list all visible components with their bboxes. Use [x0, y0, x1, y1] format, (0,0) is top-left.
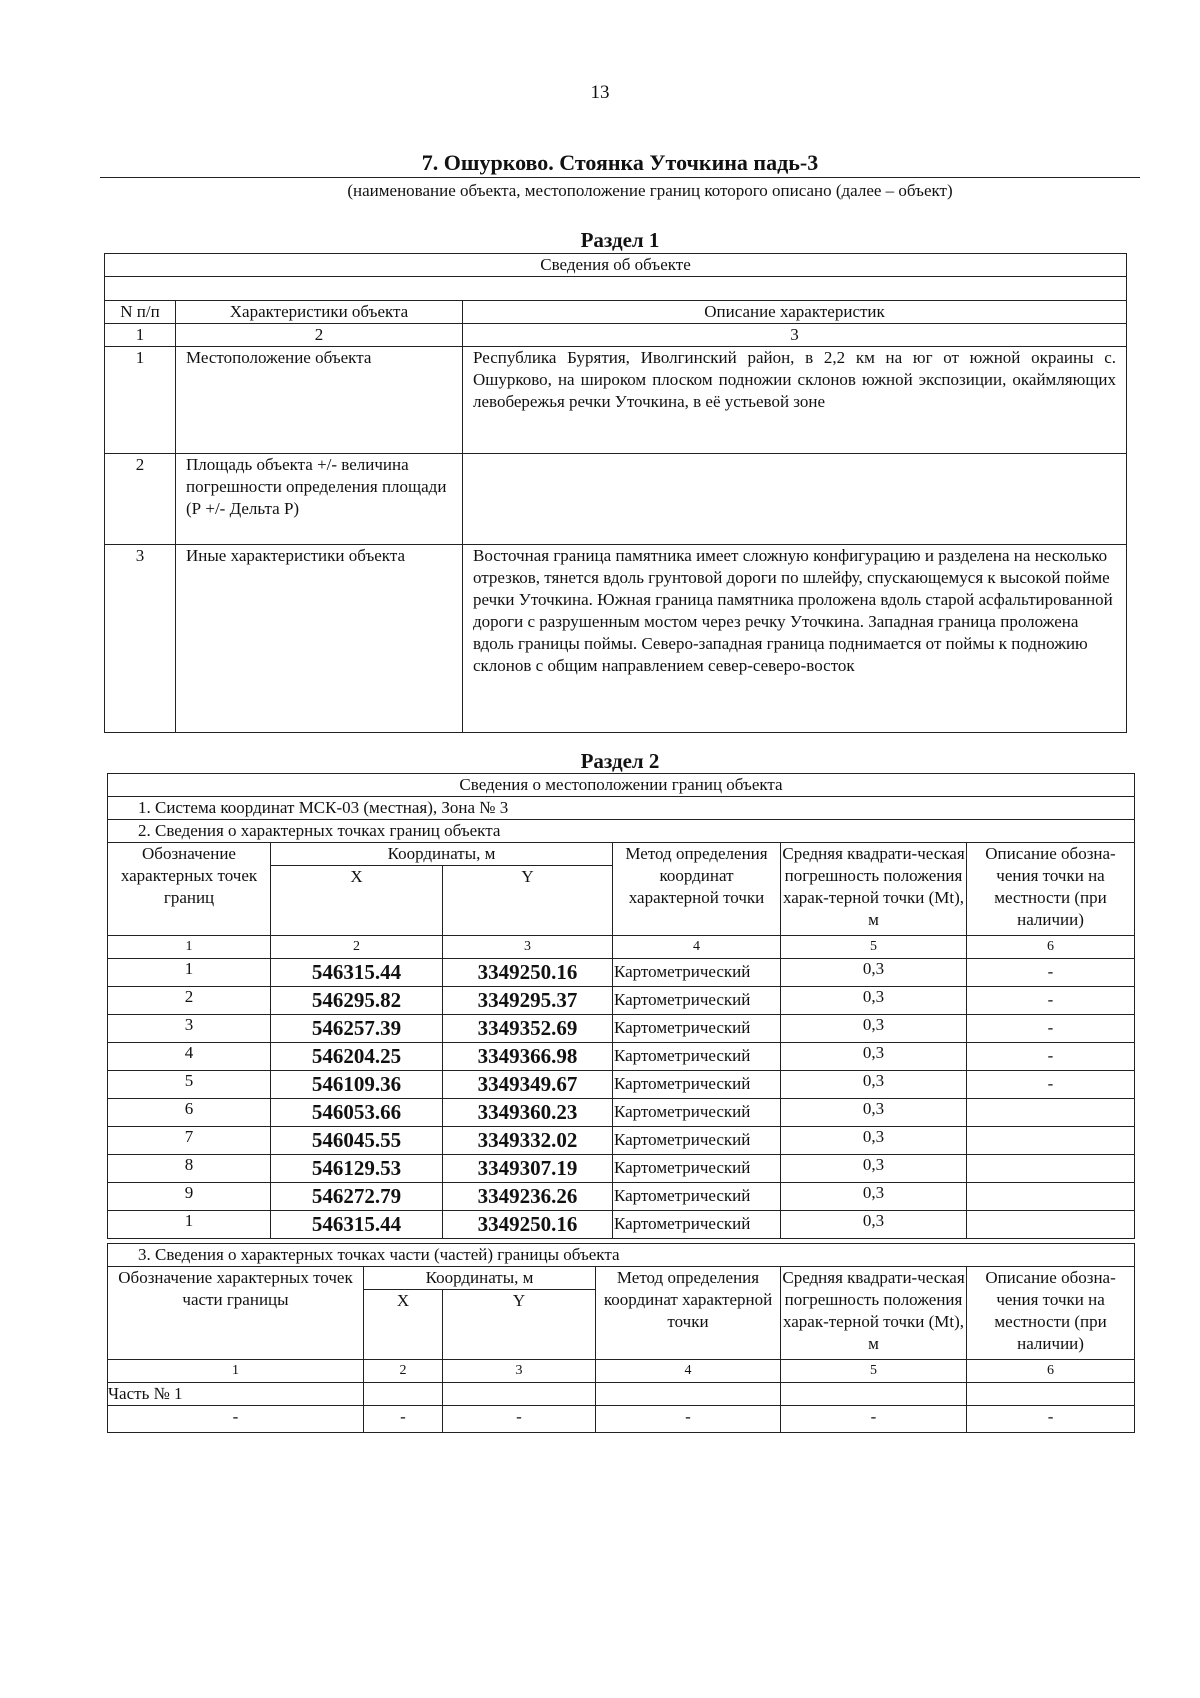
col-number: 2 — [364, 1360, 443, 1383]
header-designation: Обозначение характерных точек границ — [108, 843, 271, 936]
point-x: 546295.82 — [271, 987, 443, 1015]
header-error: Средняя квадрати-ческая погрешность положения харак-терной точки (Mt), м — [781, 843, 967, 936]
point-description: - — [967, 987, 1135, 1015]
point-y: 3349250.16 — [443, 1211, 613, 1239]
table-row — [108, 1183, 1135, 1211]
point-error: 0,3 — [781, 1211, 967, 1239]
point-error: 0,3 — [781, 1127, 967, 1155]
point-y: 3349307.19 — [443, 1155, 613, 1183]
page-number: 13 — [590, 82, 610, 103]
point-number: 3 — [108, 1015, 271, 1043]
section2-heading: Раздел 2 — [580, 749, 660, 773]
header-n: N п/п — [105, 301, 176, 324]
part-cell: - — [781, 1406, 967, 1433]
point-y: 3349352.69 — [443, 1015, 613, 1043]
section2-table-title: Сведения о местоположении границ объекта — [108, 774, 1135, 797]
point-error: 0,3 — [781, 959, 967, 987]
row-description: Восточная граница памятника имеет сложную конфигурацию и разделена на несколько отрезков, тянется вдоль грунтовой дороги по шлейфу, спускающемуся к высокой пойме речки Уточкина. Южная граница памятника проложена вдоль старой асфальтированной дороги с разрушенным мостом через речку Уточкина. Западная граница проложена вдоль границы поймы. Северо-западная граница поднимается от поймы к подножию склонов с общим направлением север-северо-восток — [463, 545, 1127, 733]
point-x: 546257.39 — [271, 1015, 443, 1043]
part-header-coordinates: Координаты, м — [364, 1267, 596, 1290]
point-description — [967, 1211, 1135, 1239]
point-x: 546129.53 — [271, 1155, 443, 1183]
row-number: 2 — [105, 454, 176, 545]
point-error: 0,3 — [781, 1155, 967, 1183]
point-number: 7 — [108, 1127, 271, 1155]
part-cell: - — [967, 1406, 1135, 1433]
header-y: Y — [443, 866, 613, 936]
row-description: Республика Бурятия, Иволгинский район, в 2,2 км на юг от южной окраины с. Ошурково, на широком плоском подножии склонов южной экспозиции, окаймляющих левобережья речки Уточкина, в её устьевой зоне — [463, 347, 1127, 454]
point-description: - — [967, 1015, 1135, 1043]
point-method: Картометрический — [613, 1211, 781, 1239]
point-number: 5 — [108, 1071, 271, 1099]
row-description — [463, 454, 1127, 545]
point-y: 3349366.98 — [443, 1043, 613, 1071]
table-row — [105, 454, 1127, 545]
part-cell: - — [443, 1406, 596, 1433]
col-number: 3 — [443, 1360, 596, 1383]
section2-table — [107, 773, 1135, 1239]
point-description — [967, 1183, 1135, 1211]
row-name: Местоположение объекта — [176, 347, 463, 454]
table-row — [108, 1127, 1135, 1155]
point-y: 3349360.23 — [443, 1099, 613, 1127]
point-method: Картометрический — [613, 1071, 781, 1099]
col-number: 2 — [271, 936, 443, 959]
table-row — [108, 1043, 1135, 1071]
section1-table — [104, 253, 1127, 733]
table-row — [108, 1211, 1135, 1239]
point-description — [967, 1099, 1135, 1127]
point-y: 3349250.16 — [443, 959, 613, 987]
point-x: 546315.44 — [271, 1211, 443, 1239]
row-name: Иные характеристики объекта — [176, 545, 463, 733]
point-description — [967, 1155, 1135, 1183]
part-cell: - — [364, 1406, 443, 1433]
point-x: 546204.25 — [271, 1043, 443, 1071]
point-number: 1 — [108, 959, 271, 987]
col-number: 3 — [463, 324, 1127, 347]
row-number: 1 — [105, 347, 176, 454]
table-row — [108, 959, 1135, 987]
point-x: 546272.79 — [271, 1183, 443, 1211]
header-x: X — [271, 866, 443, 936]
point-description — [967, 1127, 1135, 1155]
col-number: 5 — [781, 936, 967, 959]
point-description: - — [967, 1071, 1135, 1099]
point-x: 546315.44 — [271, 959, 443, 987]
point-y: 3349295.37 — [443, 987, 613, 1015]
col-number: 1 — [105, 324, 176, 347]
col-number: 2 — [176, 324, 463, 347]
point-method: Картометрический — [613, 1015, 781, 1043]
row-name: Площадь объекта +/- величина погрешности определения площади (Р +/- Дельта Р) — [176, 454, 463, 545]
col-number: 6 — [967, 1360, 1135, 1383]
part-header-description: Описание обозна-чения точки на местности (при наличии) — [967, 1267, 1135, 1360]
header-coordinates: Координаты, м — [271, 843, 613, 866]
point-method: Картометрический — [613, 1183, 781, 1211]
header-characteristics: Характеристики объекта — [176, 301, 463, 324]
point-y: 3349349.67 — [443, 1071, 613, 1099]
col-number: 1 — [108, 936, 271, 959]
part-header-x: X — [364, 1290, 443, 1360]
points-title: 2. Сведения о характерных точках границ объекта — [108, 820, 1135, 843]
col-number: 1 — [108, 1360, 364, 1383]
point-number: 8 — [108, 1155, 271, 1183]
section1-heading: Раздел 1 — [580, 228, 660, 252]
title-underline — [100, 177, 1140, 178]
table-row — [108, 1099, 1135, 1127]
part-table — [107, 1243, 1135, 1433]
row-number: 3 — [105, 545, 176, 733]
section1-table-title: Сведения об объекте — [105, 254, 1127, 277]
point-x: 546109.36 — [271, 1071, 443, 1099]
point-error: 0,3 — [781, 1015, 967, 1043]
point-number: 6 — [108, 1099, 271, 1127]
point-error: 0,3 — [781, 987, 967, 1015]
point-y: 3349236.26 — [443, 1183, 613, 1211]
part-label: Часть № 1 — [108, 1383, 364, 1406]
point-error: 0,3 — [781, 1099, 967, 1127]
col-number: 3 — [443, 936, 613, 959]
col-number: 4 — [596, 1360, 781, 1383]
point-number: 9 — [108, 1183, 271, 1211]
point-method: Картометрический — [613, 1155, 781, 1183]
point-method: Картометрический — [613, 1099, 781, 1127]
point-error: 0,3 — [781, 1183, 967, 1211]
table-row — [105, 545, 1127, 733]
point-x: 546053.66 — [271, 1099, 443, 1127]
table-row — [108, 1155, 1135, 1183]
object-subtitle: (наименование объекта, местоположение границ которого описано (далее – объект) — [347, 181, 953, 200]
part-header-designation: Обозначение характерных точек части границы — [108, 1267, 364, 1360]
table-row — [108, 987, 1135, 1015]
part-header-method: Метод определения координат характерной точки — [596, 1267, 781, 1360]
header-method: Метод определения координат характерной точки — [613, 843, 781, 936]
part-header-y: Y — [443, 1290, 596, 1360]
empty-row — [105, 277, 1127, 301]
point-method: Картометрический — [613, 959, 781, 987]
point-method: Картометрический — [613, 1043, 781, 1071]
point-description: - — [967, 1043, 1135, 1071]
coordinate-system: 1. Система координат МСК-03 (местная), Зона № 3 — [108, 797, 1135, 820]
part-title: 3. Сведения о характерных точках части (частей) границы объекта — [108, 1244, 1135, 1267]
header-description: Описание характеристик — [463, 301, 1127, 324]
table-row — [108, 1015, 1135, 1043]
part-header-error: Средняя квадрати-ческая погрешность положения харак-терной точки (Mt), м — [781, 1267, 967, 1360]
point-y: 3349332.02 — [443, 1127, 613, 1155]
col-number: 4 — [613, 936, 781, 959]
part-cell: - — [108, 1406, 364, 1433]
point-number: 4 — [108, 1043, 271, 1071]
point-number: 1 — [108, 1211, 271, 1239]
table-row — [108, 1071, 1135, 1099]
point-error: 0,3 — [781, 1071, 967, 1099]
col-number: 6 — [967, 936, 1135, 959]
point-error: 0,3 — [781, 1043, 967, 1071]
point-description: - — [967, 959, 1135, 987]
point-method: Картометрический — [613, 987, 781, 1015]
col-number: 5 — [781, 1360, 967, 1383]
object-title: 7. Ошурково. Стоянка Уточкина падь-3 — [421, 150, 819, 175]
point-number: 2 — [108, 987, 271, 1015]
point-method: Картометрический — [613, 1127, 781, 1155]
point-x: 546045.55 — [271, 1127, 443, 1155]
part-cell: - — [596, 1406, 781, 1433]
table-row — [105, 347, 1127, 454]
header-point-description: Описание обозна-чения точки на местности (при наличии) — [967, 843, 1135, 936]
